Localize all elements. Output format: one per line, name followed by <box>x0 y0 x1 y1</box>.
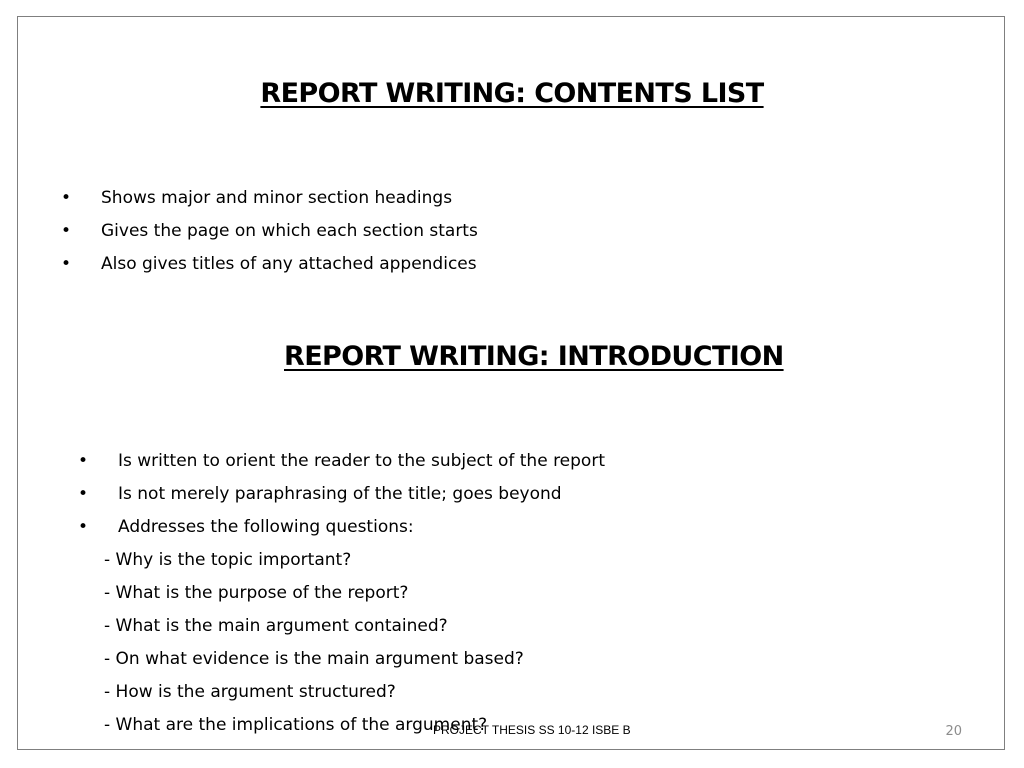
list-item <box>61 248 478 281</box>
bullet-icon: • <box>61 188 72 208</box>
list-item <box>61 182 478 215</box>
question-item: - How is the argument structured? <box>104 682 396 702</box>
contents-list-heading: REPORT WRITING: CONTENTS LIST <box>260 78 764 109</box>
bullet-text: Is written to orient the reader to the subject of the report <box>118 451 605 471</box>
question-list <box>104 544 524 742</box>
bullet-icon: • <box>78 517 89 537</box>
bullet-text: Shows major and minor section headings <box>101 188 453 208</box>
bullet-icon: • <box>61 254 72 274</box>
question-item: - What is the main argument contained? <box>104 616 448 636</box>
page-number: 20 <box>945 724 962 739</box>
bullet-text: Gives the page on which each section starts <box>101 221 478 241</box>
slide <box>17 16 1005 750</box>
bullet-icon: • <box>61 221 72 241</box>
contents-bullet-list <box>61 182 478 281</box>
list-item <box>78 478 605 511</box>
question-item: - On what evidence is the main argument based? <box>104 649 524 669</box>
question-item: - What are the implications of the argument? <box>104 715 488 735</box>
bullet-text: Addresses the following questions: <box>118 517 414 537</box>
bullet-icon: • <box>78 451 89 471</box>
bullet-text: Is not merely paraphrasing of the title; goes beyond <box>118 484 562 504</box>
list-item <box>78 445 605 478</box>
question-item: - Why is the topic important? <box>104 550 352 570</box>
list-item <box>78 511 605 544</box>
question-item: - What is the purpose of the report? <box>104 583 409 603</box>
bullet-icon: • <box>78 484 89 504</box>
bullet-text: Also gives titles of any attached appendices <box>101 254 477 274</box>
introduction-bullet-list <box>78 445 605 544</box>
list-item <box>61 215 478 248</box>
slide-footer: PROJECT THESIS SS 10-12 ISBE B <box>433 723 631 737</box>
introduction-heading: REPORT WRITING: INTRODUCTION <box>284 341 784 372</box>
